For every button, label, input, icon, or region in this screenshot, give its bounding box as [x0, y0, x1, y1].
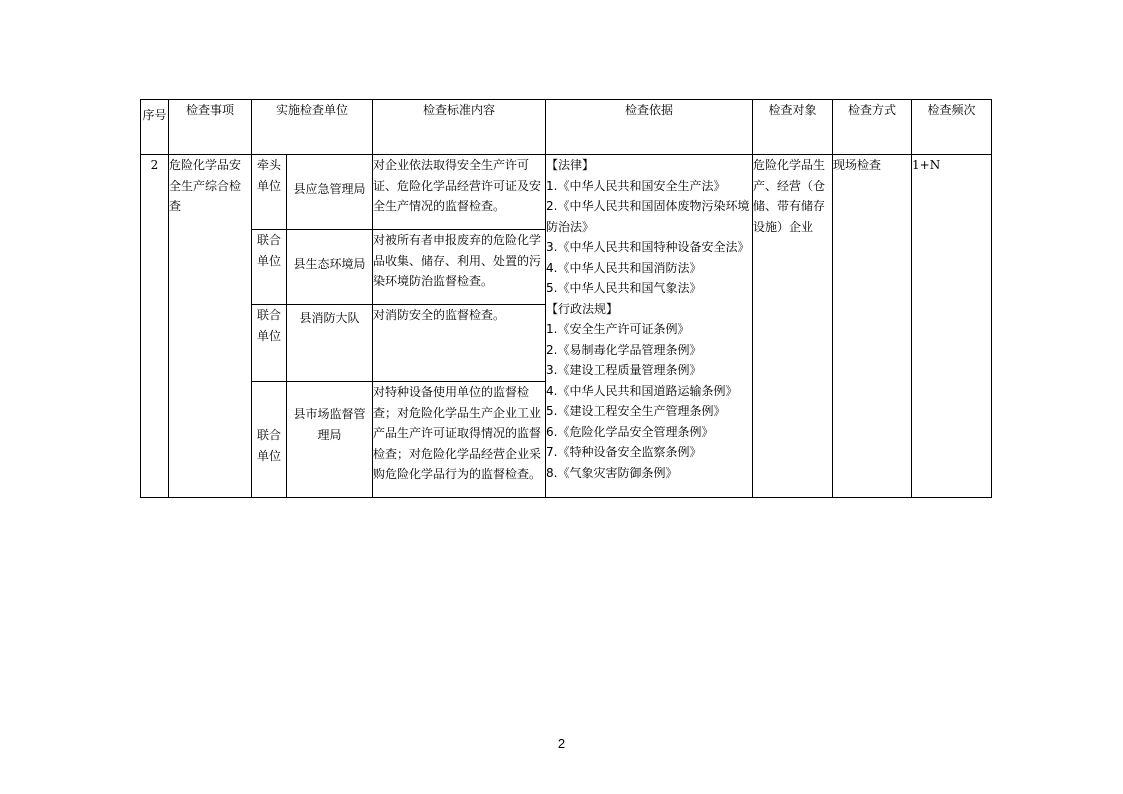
page-number: 2: [557, 736, 566, 751]
unit-role: 联合单位: [252, 230, 287, 305]
law-item: 3.《中华人民共和国特种设备安全法》: [546, 240, 750, 254]
law-heading: 【法律】: [546, 158, 595, 172]
row-seq: 2: [141, 155, 169, 498]
header-unit: 实施检查单位: [252, 100, 373, 155]
unit-role: 牵头单位: [252, 155, 287, 230]
regulation-item: 3.《建设工程质量管理条例》: [546, 363, 702, 377]
unit-standard: 对企业依法取得安全生产许可证、危险化学品经营许可证及安全生产情况的监督检查。: [373, 155, 546, 230]
law-item: 1.《中华人民共和国安全生产法》: [546, 178, 726, 193]
unit-name: 县市场监督管理局: [287, 382, 373, 498]
header-basis: 检查依据: [546, 100, 753, 155]
regulation-item: 5.《建设工程安全生产管理条例》: [546, 404, 726, 418]
object-cell: 危险化学品生产、经营（仓储、带有储存设施）企业: [753, 155, 833, 498]
unit-role: 联合单位: [252, 305, 287, 382]
table-row: [141, 155, 992, 230]
law-item: 4.《中华人民共和国消防法》: [546, 260, 702, 275]
regulation-item: 2.《易制毒化学品管理条例》: [546, 342, 702, 357]
unit-standard: 对消防安全的监督检查。: [373, 305, 546, 382]
header-method: 检查方式: [833, 100, 912, 155]
unit-name: 县应急管理局: [287, 155, 373, 230]
law-item: 防治法》: [546, 219, 595, 234]
regulation-item: 7.《特种设备安全监察条例》: [546, 445, 702, 459]
regulation-item: 8.《气象灾害防御条例》: [546, 465, 678, 480]
regulation-item: 6.《危险化学品安全管理条例》: [546, 424, 714, 439]
basis-cell: [546, 155, 753, 498]
unit-name: 县生态环境局: [287, 230, 373, 305]
unit-role: 联合单位: [252, 382, 287, 498]
regulation-item: 1.《安全生产许可证条例》: [546, 322, 690, 336]
row-item: 危险化学品安全生产综合检查: [169, 155, 252, 498]
header-row: [141, 100, 992, 155]
regulation-heading: 【行政法规】: [546, 301, 619, 316]
frequency-cell: 1+N: [912, 155, 992, 498]
header-item: 检查事项: [169, 100, 252, 155]
law-item: 2.《中华人民共和国固体废物污染环境: [546, 199, 750, 213]
regulation-item: 4.《中华人民共和国道路运输条例》: [546, 383, 738, 398]
header-seq: 序号: [141, 100, 169, 155]
header-standard: 检查标准内容: [373, 100, 546, 155]
unit-standard: 对特种设备使用单位的监督检查；对危险化学品生产企业工业产品生产许可证取得情况的监督检查；对危险化学品经营企业采购危险化学品行为的监督检查。: [373, 382, 546, 498]
unit-name: 县消防大队: [287, 305, 373, 382]
unit-standard: 对被所有者申报废弃的危险化学品收集、储存、利用、处置的污染环境防治监督检查。: [373, 230, 546, 305]
law-item: 5.《中华人民共和国气象法》: [546, 281, 702, 295]
header-object: 检查对象: [753, 100, 833, 155]
method-cell: 现场检查: [833, 155, 912, 498]
inspection-table: [140, 99, 992, 498]
header-frequency: 检查频次: [912, 100, 992, 155]
